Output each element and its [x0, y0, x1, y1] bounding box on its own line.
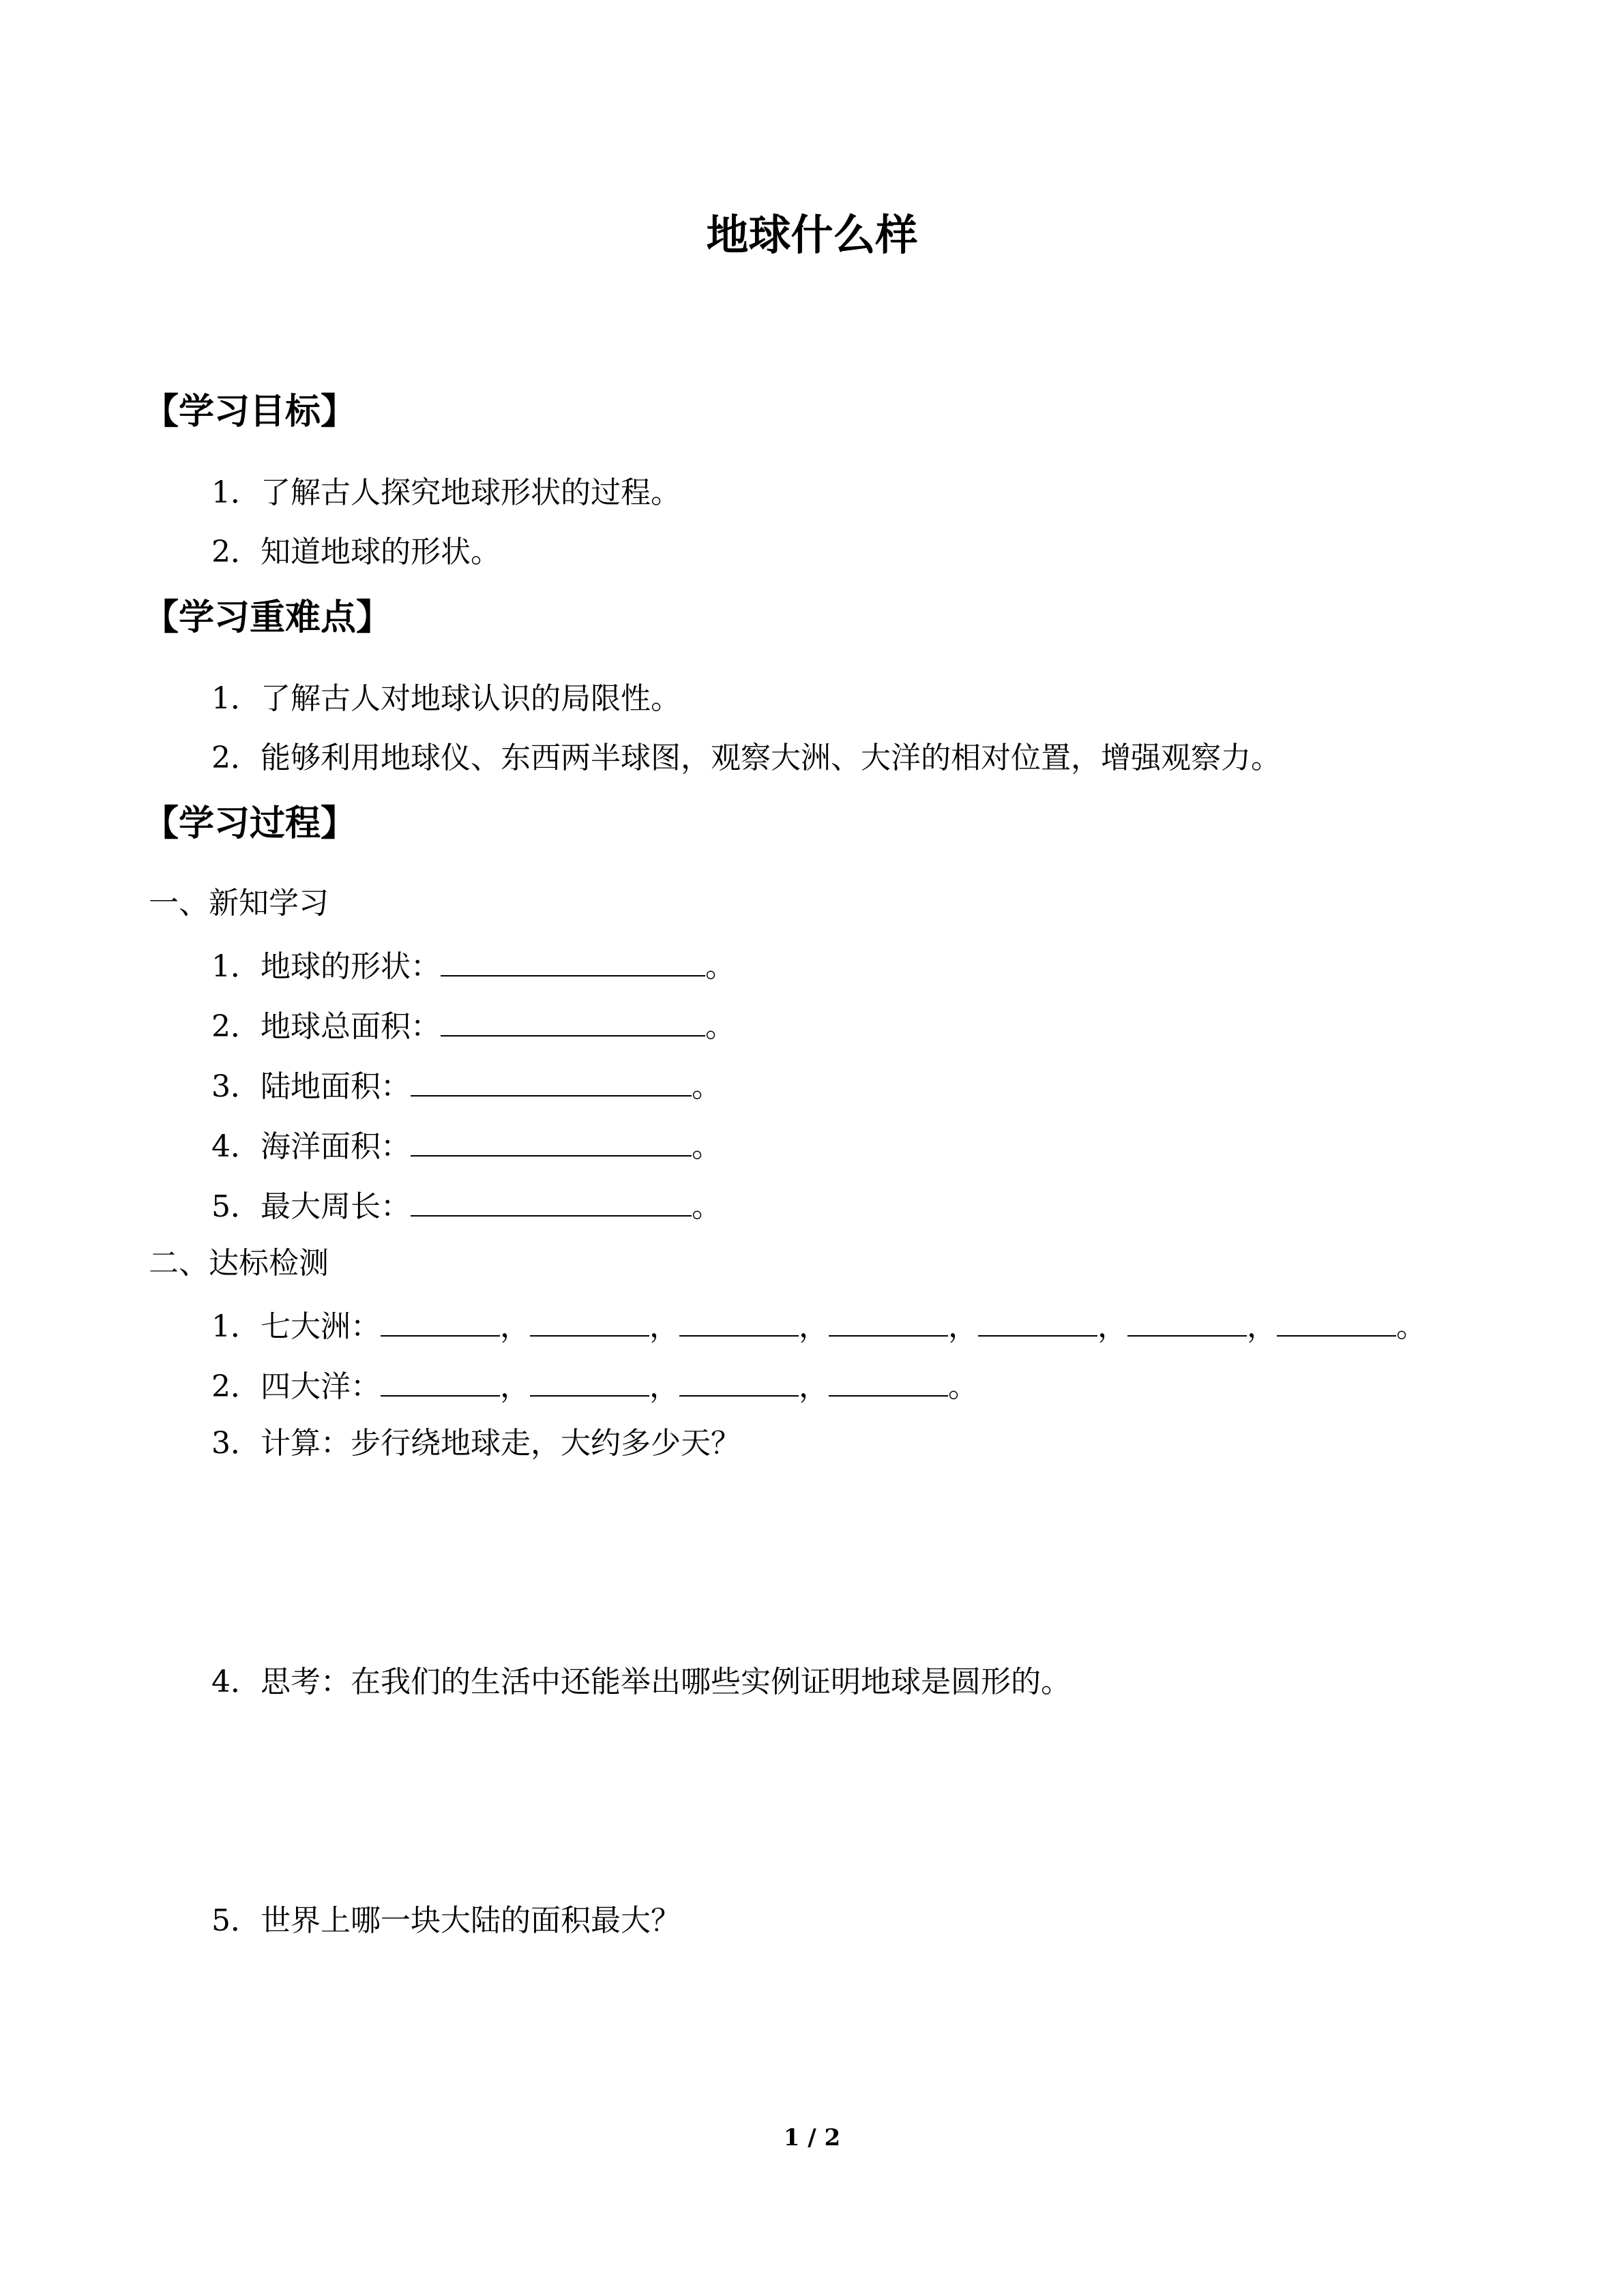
- answer-blank[interactable]: [381, 1360, 500, 1397]
- item-text: 了解古人探究地球形状的过程。: [261, 475, 681, 510]
- answer-blank[interactable]: [1277, 1300, 1396, 1337]
- item-number: 5．: [211, 1189, 261, 1224]
- comma-mark: ，: [1097, 1309, 1127, 1344]
- question-item: [211, 1897, 681, 1945]
- answer-blank[interactable]: [381, 1300, 500, 1337]
- period-mark: 。: [948, 1369, 978, 1404]
- list-item: [211, 734, 1281, 782]
- item-number: 2．: [211, 1369, 261, 1404]
- item-number: 4．: [211, 1129, 261, 1164]
- part-label-assessment: 二、达标检测: [149, 1246, 329, 1281]
- item-text: 海洋面积：: [261, 1129, 411, 1164]
- period-mark: 。: [1396, 1309, 1426, 1344]
- fill-item: [211, 1180, 722, 1231]
- fill-item: [211, 940, 735, 991]
- comma-mark: ，: [649, 1309, 679, 1344]
- item-number: 2．: [211, 1009, 261, 1044]
- item-text: 四大洋：: [261, 1369, 381, 1404]
- item-number: 1．: [211, 681, 261, 716]
- item-text: 陆地面积：: [261, 1069, 411, 1104]
- section-heading-process: 【学习过程】: [143, 803, 357, 844]
- list-item: [211, 469, 681, 517]
- answer-blank[interactable]: [530, 1360, 649, 1397]
- part-label-new-knowledge: 一、新知学习: [149, 886, 329, 921]
- item-text: 计算：步行绕地球走，大约多少天？: [261, 1426, 741, 1461]
- question-item: [211, 1658, 1071, 1706]
- comma-mark: ，: [649, 1369, 679, 1404]
- answer-blank[interactable]: [411, 1060, 692, 1097]
- period-mark: 。: [692, 1069, 722, 1104]
- comma-mark: ，: [799, 1309, 829, 1344]
- item-text: 了解古人对地球认识的局限性。: [261, 681, 681, 716]
- item-text: 思考：在我们的生活中还能举出哪些实例证明地球是圆形的。: [261, 1665, 1071, 1699]
- item-text: 地球总面积：: [261, 1009, 441, 1044]
- item-number: 1．: [211, 949, 261, 984]
- answer-blank[interactable]: [441, 1000, 705, 1037]
- answer-blank[interactable]: [679, 1360, 799, 1397]
- fill-item: [211, 1060, 722, 1111]
- item-text: 知道地球的形状。: [261, 535, 501, 569]
- comma-mark: ，: [1247, 1309, 1277, 1344]
- list-item: [211, 528, 501, 576]
- comma-mark: ，: [500, 1369, 530, 1404]
- answer-blank[interactable]: [441, 940, 705, 976]
- period-mark: 。: [705, 949, 735, 984]
- answer-blank[interactable]: [679, 1300, 799, 1337]
- item-text: 最大周长：: [261, 1189, 411, 1224]
- item-number: 3．: [211, 1426, 261, 1461]
- item-number: 1．: [211, 1309, 261, 1344]
- comma-mark: ，: [500, 1309, 530, 1344]
- item-number: 5．: [211, 1903, 261, 1938]
- page-number: 1 / 2: [783, 2124, 841, 2151]
- comma-mark: ，: [799, 1369, 829, 1404]
- item-number: 2．: [211, 741, 261, 775]
- list-item: [211, 675, 681, 723]
- answer-blank[interactable]: [829, 1300, 948, 1337]
- section-heading-goals: 【学习目标】: [143, 391, 357, 432]
- fill-item: [211, 1000, 735, 1051]
- fill-item-continents: [211, 1300, 1426, 1351]
- item-number: 3．: [211, 1069, 261, 1104]
- period-mark: 。: [692, 1189, 722, 1224]
- answer-blank[interactable]: [411, 1120, 692, 1157]
- answer-blank[interactable]: [1127, 1300, 1247, 1337]
- answer-blank[interactable]: [829, 1360, 948, 1397]
- answer-blank[interactable]: [411, 1180, 692, 1217]
- answer-blank[interactable]: [530, 1300, 649, 1337]
- item-text: 地球的形状：: [261, 949, 441, 984]
- section-heading-key-points: 【学习重难点】: [143, 597, 392, 638]
- fill-item: [211, 1120, 722, 1171]
- item-number: 2．: [211, 535, 261, 569]
- comma-mark: ，: [948, 1309, 978, 1344]
- period-mark: 。: [692, 1129, 722, 1164]
- fill-item-oceans: [211, 1360, 978, 1411]
- item-text: 能够利用地球仪、东西两半球图，观察大洲、大洋的相对位置，增强观察力。: [261, 741, 1281, 775]
- answer-blank[interactable]: [978, 1300, 1097, 1337]
- question-item: [211, 1420, 741, 1467]
- item-text: 世界上哪一块大陆的面积最大？: [261, 1903, 681, 1938]
- page-title: 地球什么样: [706, 210, 918, 260]
- item-number: 4．: [211, 1665, 261, 1699]
- period-mark: 。: [705, 1009, 735, 1044]
- item-text: 七大洲：: [261, 1309, 381, 1344]
- item-number: 1．: [211, 475, 261, 510]
